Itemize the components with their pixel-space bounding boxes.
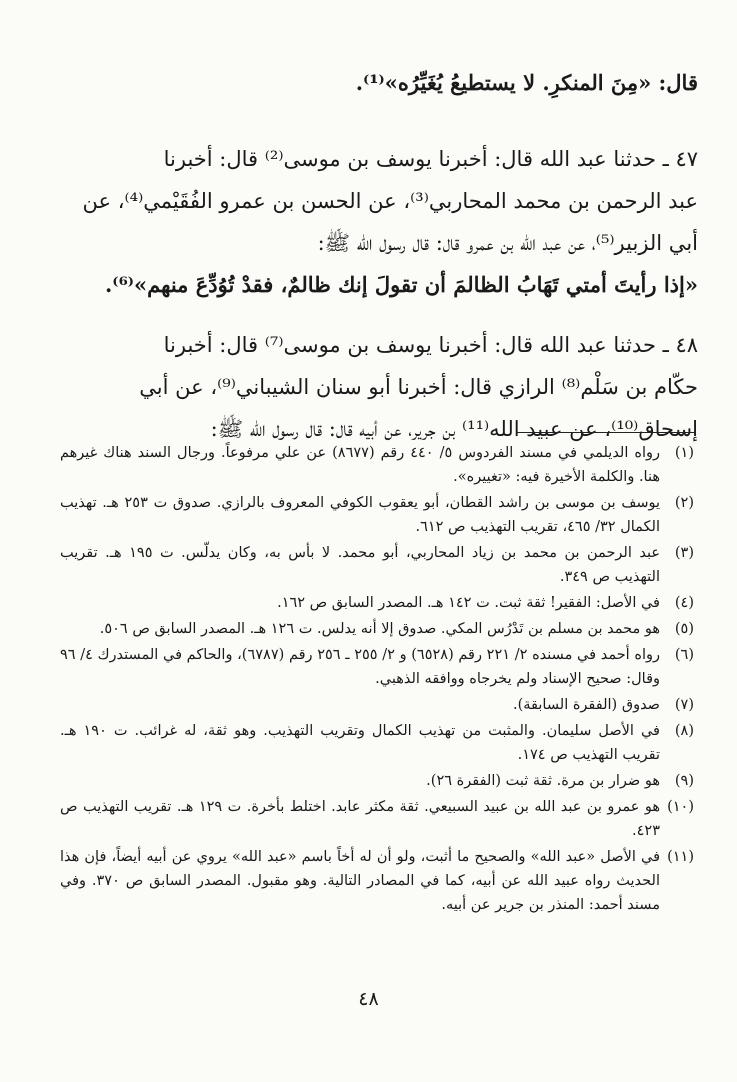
footnote [60,591,694,615]
footnote-text: رواه أحمد في مسنده ٢/ ٢٢١ رقم (٦٥٢٨) و ٢/ ٢٥٥ ـ ٢٥٦ رقم (٦٧٨٧)، والحاكم في المستدرك ٤/ ٩٦ وقال: صحيح الإسناد ولم يخرجاه ووافقه الذهبي. [60,647,661,687]
footnote-text: يوسف بن موسى بن راشد القطان، أبو يعقوب الكوفي المعروف بالرازي. صدوق ت ٢٥٣ هـ. تهذيب الكمال ٣٢/ ٤٦٥، تقريب التهذيب ص ٦١٢. [60,495,660,535]
hadith-48-line-2: حكّام بن سَلْم⁽⁸⁾ الرازي قال: أخبرنا أبو سنان الشيباني⁽⁹⁾، عن أبي [139,375,698,399]
footnote [60,845,694,917]
hadith-47-line-2: عبد الرحمن بن محمد المحاربي⁽³⁾، عن الحسن بن عمرو الفُقَيْمي⁽⁴⁾، عن [82,189,698,213]
hadith-47-line-3: أبي الزبير⁽⁵⁾، عن عبد الله بن عمرو قال: قال رسول الله ﷺ: [317,231,698,255]
footnote [60,643,694,691]
footnote-number: (٤) [674,595,694,611]
footnote-number: (١) [674,445,694,461]
footnote [60,795,694,843]
footnote-number: (١١) [667,849,694,865]
footnote [60,769,694,793]
footnote-number: (٦) [674,647,694,663]
footnote [60,541,694,589]
footnote-text: هو محمد بن مسلم بن تَدْرُس المكي. صدوق إلا أنه يدلس. ت ١٢٦ هـ. المصدر السابق ص ٥٠٦. [99,621,660,637]
hadith-47-quote: «إذا رأيتَ أمتي تَهَابُ الظالمَ أن تقولَ إنك ظالمٌ، فقدْ تُوُدِّعَ منهم»⁽⁶⁾. [105,272,698,297]
footnote [60,719,694,767]
footnote-text: هو ضرار بن مرة. ثقة ثبت (الفقرة ٢٦). [426,773,660,789]
footnotes [60,441,694,919]
footnote-number: (٣) [674,545,694,561]
footnote [60,693,694,717]
footnote-text: صدوق (الفقرة السابقة). [513,697,660,713]
footnote-divider [516,432,696,433]
footnote-text: في الأصل «عبد الله» والصحيح ما أثبت، ولو أن له أخاً باسم «عبد الله» يروي عن أبيه أيضاً، فإن هذا الحديث رواه عبيد الله عن أبيه، كما في المصادر التالية. وهو مقبول. المصدر السابق ص ٣٧٠. وفي مسند أحمد: المنذر بن جرير عن أبيه. [60,849,660,913]
footnote-text: هو عمرو بن عبد الله بن عبيد السبيعي. ثقة مكثر عابد. اختلط بأخرة. ت ١٢٩ هـ. تقريب التهذيب ص ٤٢٣. [60,799,660,839]
continuation-line: قال: «مِنَ المنكرِ. لا يستطيعُ يُغَيِّرُه»⁽¹⁾. [355,70,698,95]
footnote-number: (٥) [674,621,694,637]
footnote [60,617,694,641]
footnote-text: في الأصل: الفقير! ثقة ثبت. ت ١٤٢ هـ. المصدر السابق ص ١٦٢. [277,595,660,611]
footnote-text: عبد الرحمن بن محمد بن زياد المحاربي، أبو محمد. لا بأس به، وكان يدلّس. ت ١٩٥ هـ. تقريب التهذيب ص ٣٤٩. [60,545,660,585]
footnote [60,491,694,539]
footnote-number: (٢) [674,495,694,511]
footnote-number: (٨) [674,723,694,739]
page-number: ٤٨ [358,988,379,1010]
footnote-number: (٩) [674,773,694,789]
main-text [58,62,698,450]
hadith-47-line-1: ٤٧ ـ حدثنا عبد الله قال: أخبرنا يوسف بن موسى⁽²⁾ قال: أخبرنا [163,147,698,171]
footnote-number: (٧) [674,697,694,713]
footnote [60,441,694,489]
footnote-number: (١٠) [667,799,694,815]
hadith-48-line-1: ٤٨ ـ حدثنا عبد الله قال: أخبرنا يوسف بن موسى⁽⁷⁾ قال: أخبرنا [163,333,698,357]
hadith-48-line-3: إسحاق⁽¹⁰⁾، عن عبيد الله⁽¹¹⁾ بن جرير، عن أبيه قال: قال رسول الله ﷺ: [210,417,698,441]
footnote-text: رواه الديلمي في مسند الفردوس ٥/ ٤٤٠ رقم (٨٦٧٧) عن علي مرفوعاً. ورجال السند هناك غيرهم هنا. والكلمة الأخيرة فيه: «تغييره». [60,445,661,485]
footnote-text: في الأصل سليمان. والمثبت من تهذيب الكمال وتقريب التهذيب. وهو ثقة، له غرائب. ت ١٩٠ هـ. تقريب التهذيب ص ١٧٤. [60,723,660,763]
